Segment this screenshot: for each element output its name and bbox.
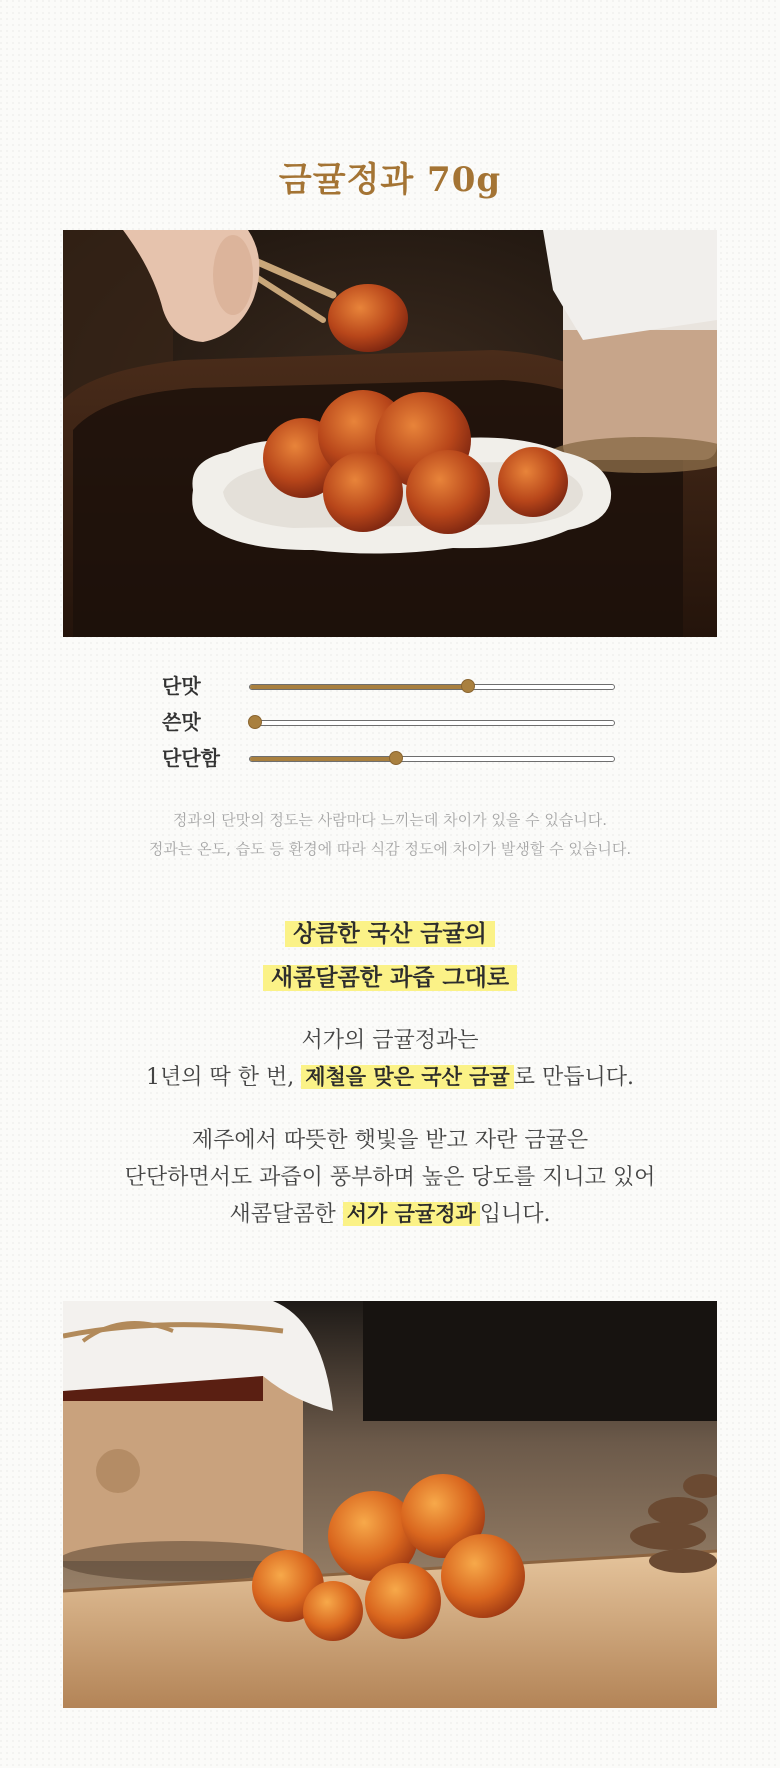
slider-track-firmness <box>249 756 615 762</box>
product-title: 금귤정과 70g <box>278 160 502 200</box>
slider-label-firmness: 단단함 <box>162 746 220 770</box>
slider-knob-sweetness <box>461 679 475 693</box>
slider-knob-bitterness <box>248 715 262 729</box>
para1-line2-pre: 1년의 딱 한 번, <box>146 1065 302 1090</box>
highlight-heading <box>0 912 780 1000</box>
slider-label-sweetness: 단맛 <box>162 674 201 698</box>
note-line: 정과의 단맛의 정도는 사람마다 느끼는데 차이가 있을 수 있습니다. <box>172 811 608 829</box>
para1-line1: 서가의 금귤정과는 <box>301 1028 479 1053</box>
description-paragraph-2 <box>0 1122 780 1233</box>
product-photo-plate <box>63 230 717 637</box>
note-line: 정과는 온도, 습도 등 환경에 따라 식감 정도에 차이가 발생할 수 있습니다. <box>148 840 632 858</box>
para2-line3-pre: 새콤달콤한 <box>229 1202 343 1227</box>
product-photo-jar <box>63 1301 717 1708</box>
highlight-heading-line: 새콤달콤한 과즙 그대로 <box>263 965 517 991</box>
description-paragraph-1 <box>0 1022 780 1096</box>
slider-fill-firmness <box>250 757 396 761</box>
taste-sliders <box>162 672 622 780</box>
slider-fill-sweetness <box>250 685 468 689</box>
slider-knob-firmness <box>389 751 403 765</box>
para1-highlight: 제철을 맞은 국산 금귤 <box>301 1065 514 1089</box>
para2-line2: 단단하면서도 과즙이 풍부하며 높은 당도를 지니고 있어 <box>124 1165 656 1190</box>
slider-sweetness <box>162 672 622 708</box>
slider-bitterness <box>162 708 622 744</box>
slider-label-bitterness: 쓴맛 <box>162 710 201 734</box>
para2-highlight: 서가 금귤정과 <box>343 1202 480 1226</box>
slider-track-sweetness <box>249 684 615 690</box>
taste-notes <box>0 806 780 864</box>
para2-line1: 제주에서 따뜻한 햇빛을 받고 자란 금귤은 <box>191 1128 589 1153</box>
para2-line3-post: 입니다. <box>479 1202 551 1227</box>
slider-firmness <box>162 744 622 780</box>
slider-track-bitterness <box>249 720 615 726</box>
highlight-heading-line: 상큼한 국산 금귤의 <box>285 921 495 947</box>
para1-line2-post: 로 만듭니다. <box>513 1065 634 1090</box>
